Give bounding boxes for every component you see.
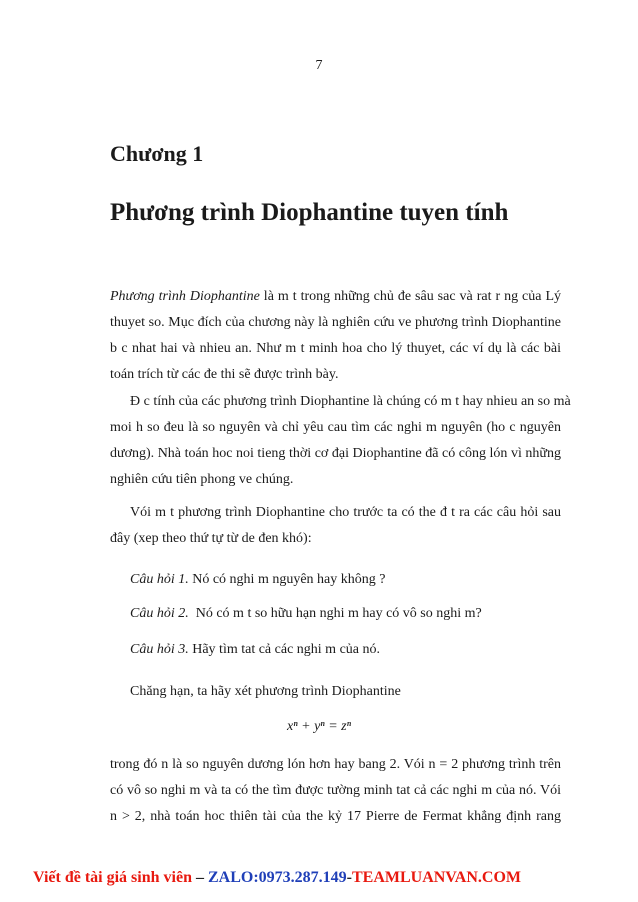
question-label: Câu hỏi 2. [130,606,189,621]
paragraph-2-line-3: dương). Nhà toán hoc noi tieng thời cơ đại Diophantine đã có công lón vì những [110,446,561,461]
question-text: Nó có m t so hữu hạn nghi m hay có vô so nghi m? [188,606,482,621]
footer-zalo-link[interactable]: ZALO:0973.287.149 [207,869,347,886]
footer-text: Viết đề tài giá sinh viên [33,869,192,886]
paragraph-2-line-2: moi h so đeu là so nguyên và chỉ yêu cau tìm các nghi m nguyên (ho c nguyên [110,420,561,435]
paragraph-3-line-2: đây (xep theo thứ tự từ de đen khó): [110,531,312,546]
question-label: Câu hỏi 1. [130,572,189,587]
paragraph-1-line-4: toán trích từ các đe thi sẽ được trình bày. [110,367,339,382]
footer-dash: - [346,869,352,886]
footer-site-link[interactable]: TEAMLUANVAN.COM [351,869,522,886]
paragraph-4-line-2: có vô so nghi m và ta có the tìm được tường minh tat cả các nghi m của nó. Vói [110,783,561,798]
example-intro: Chăng hạn, ta hãy xét phương trình Diophantine [130,684,401,699]
paragraph-4-line-3: n > 2, nhà toán hoc thiên tài của the kỷ 17 Pierre de Fermat khẳng định rang [110,809,561,824]
paragraph-text: là m t trong những chủ đe sâu sac và rat r ng của Lý [259,289,561,304]
equation: xⁿ + yⁿ = zⁿ [287,719,351,734]
paragraph-1-line-1 [110,287,561,307]
question-3 [130,642,380,658]
paragraph-1-line-3: b c nhat hai và nhieu an. Như m t minh hoa cho lý thuyet, các ví dụ là các bài [110,341,561,356]
question-text: Hãy tìm tat cả các nghi m của nó. [188,642,380,657]
paragraph-2-line-4: nghiên cứu tiên phong ve chúng. [110,472,294,487]
question-text: Nó có nghi m nguyên hay không ? [188,572,386,587]
paragraph-2-line-1: Đ c tính của các phương trình Diophantine là chúng có m t hay nhieu an so mà [130,394,571,409]
paragraph-4-line-1: trong đó n là so nguyên dương lón hơn hay bang 2. Vói n = 2 phương trình trên [110,757,561,772]
question-2 [130,606,482,622]
question-label: Câu hỏi 3. [130,642,189,657]
page-number: 7 [315,58,323,73]
footer-banner[interactable] [33,869,521,887]
term-italic: Phương trình Diophantine [110,289,260,304]
chapter-title: Phương trình Diophantine tuyen tính [110,199,509,226]
question-1 [130,572,385,588]
chapter-label: Chương 1 [110,141,204,166]
footer-separator: – [191,869,208,886]
paragraph-1-line-2: thuyet so. Mục đích của chương này là nghiên cứu ve phương trình Diophantine [110,315,561,330]
paragraph-3-line-1: Vói m t phương trình Diophantine cho trước ta có the đ t ra các câu hỏi sau [130,505,561,520]
